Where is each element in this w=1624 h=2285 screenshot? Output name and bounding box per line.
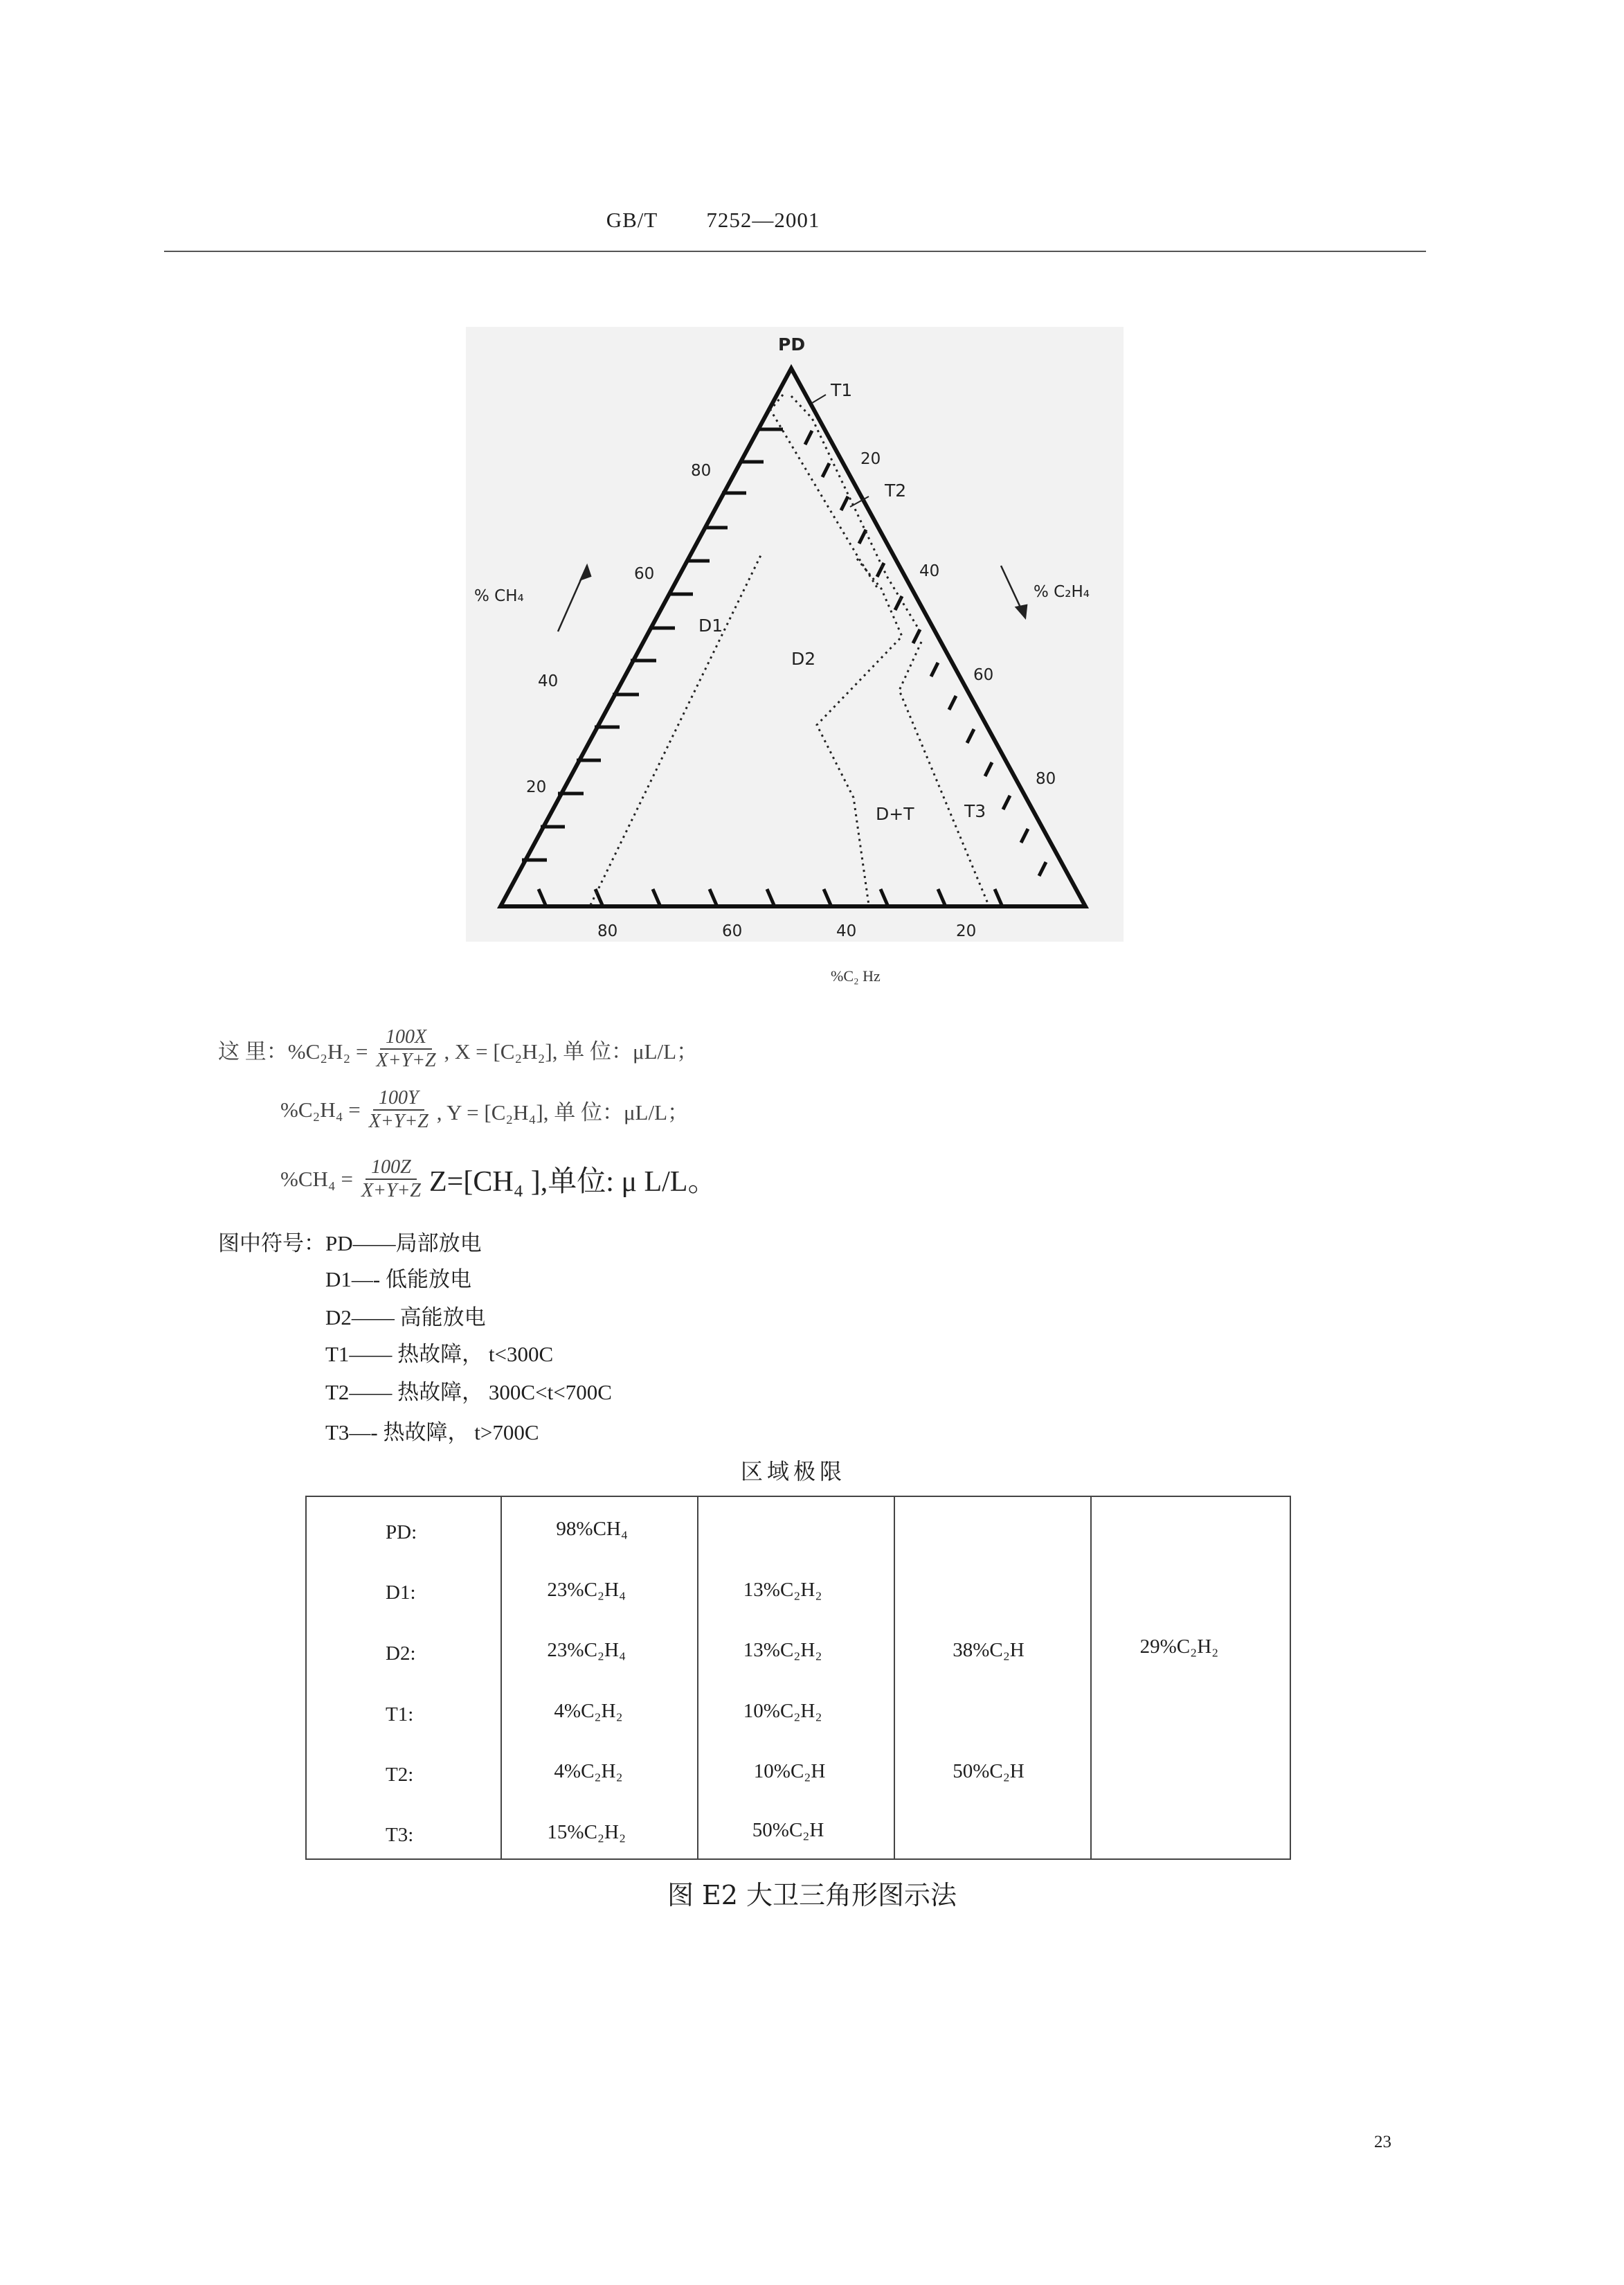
limit-column-2: [501, 1496, 697, 1859]
legend-title: 图中符号：PD——局部放电: [218, 1231, 482, 1255]
left-tick-label: 80: [691, 462, 712, 480]
right-tick-labels: [860, 450, 1056, 788]
formula-ch4: [280, 1156, 716, 1202]
formula-prefix: %C₂H₄ =: [280, 1097, 361, 1122]
limit-column-4: [894, 1496, 1090, 1859]
triangle-outline: [500, 368, 1085, 906]
boundary-d2-dt: [817, 559, 902, 905]
row-label-column: [306, 1496, 501, 1859]
legend-item: D1—- 低能放电: [325, 1267, 471, 1291]
limit-column-3: [698, 1496, 894, 1859]
formula-suffix: Z=[CH₄ ],单位: μ L/L。: [428, 1166, 717, 1198]
limit-value: 10%C₂H₂: [743, 1700, 822, 1722]
zone-label-dt: D+T: [876, 804, 914, 824]
formula-c2h4: [280, 1087, 689, 1133]
left-tick-labels: [526, 462, 711, 796]
fraction: [372, 1026, 440, 1072]
limit-value: 29%C₂H₂: [1139, 1636, 1219, 1658]
limit-value: 23%C₂H₄: [547, 1639, 626, 1661]
limit-value: 23%C₂H₄: [547, 1579, 626, 1601]
axis-arrows: [558, 566, 1027, 631]
row-label: T2:: [386, 1764, 414, 1786]
figure-caption: 图 E2 大卫三角形图示法: [667, 1880, 957, 1910]
bottom-tick-label: 80: [597, 922, 618, 940]
limit-value: 10%C₂H: [753, 1760, 826, 1782]
legend-item: T3—- 热故障， t>700C: [325, 1420, 539, 1444]
limit-value: 4%C₂H₂: [554, 1760, 623, 1782]
row-label: D1:: [386, 1581, 416, 1604]
limit-column-5: [1091, 1496, 1290, 1859]
numerator: 100Y: [373, 1087, 424, 1111]
bottom-ticks: [539, 889, 1002, 905]
limit-value: 13%C₂H₂: [743, 1579, 822, 1601]
limit-value: 13%C₂H₂: [743, 1639, 822, 1661]
zone-label-t3: T3: [964, 801, 986, 821]
header-rule: [164, 251, 1426, 252]
limit-value: 50%C₂H: [953, 1760, 1025, 1782]
apex-label: PD: [778, 334, 806, 355]
legend-item: T2—— 热故障， 300C<t<700C: [325, 1380, 612, 1404]
formula-c2h2: [218, 1026, 698, 1072]
limit-value: 4%C₂H₂: [554, 1700, 623, 1722]
limit-value: 50%C₂H: [752, 1819, 824, 1841]
denominator: X+Y+Z: [361, 1180, 421, 1201]
table-title: 区域极限: [741, 1458, 847, 1485]
row-label: D2:: [386, 1642, 416, 1665]
limit-value: 98%CH₄: [556, 1518, 628, 1540]
page-number: 23: [1374, 2133, 1391, 2151]
row-label: T1:: [386, 1703, 414, 1726]
header-standard-number: 7252—2001: [706, 208, 820, 232]
legend-item: T1—— 热故障， t<300C: [325, 1342, 554, 1366]
duval-triangle-figure: [466, 327, 1124, 942]
right-tick-label: 80: [1036, 770, 1056, 788]
right-axis-name: % C₂H₄: [1034, 583, 1090, 601]
left-tick-label: 20: [526, 778, 547, 796]
zone-label-d2: D2: [791, 649, 816, 669]
numerator: 100X: [380, 1026, 432, 1050]
boundary-d1-d2: [590, 555, 761, 905]
bottom-tick-label: 20: [956, 922, 977, 940]
page-header: [0, 208, 1426, 233]
duval-triangle-svg: [466, 327, 1124, 942]
zone-boundaries: [590, 395, 989, 905]
limit-value: 38%C₂H: [953, 1639, 1025, 1661]
right-side-ticks: [805, 431, 1046, 876]
right-tick-label: 60: [973, 666, 994, 684]
row-label: T3:: [386, 1824, 414, 1846]
zone-label-t2: T2: [885, 481, 907, 501]
fraction: [365, 1087, 433, 1133]
numerator: 100Z: [366, 1156, 417, 1180]
header-standard-code: GB/T: [606, 208, 658, 232]
formula-suffix: , X = [C₂H₂], 单 位：μL/L；: [444, 1039, 698, 1064]
bottom-axis-caption: %C₂ Hz: [831, 967, 881, 985]
formula-prefix: 这 里：%C₂H₂ =: [218, 1039, 368, 1064]
legend-item: D2—— 高能放电: [325, 1305, 486, 1329]
formula-prefix: %CH₄ =: [280, 1167, 353, 1191]
right-tick-label: 40: [919, 562, 940, 580]
denominator: X+Y+Z: [376, 1050, 436, 1071]
boundary-pd-d1: [770, 395, 878, 589]
zone-limits-table: [305, 1496, 1291, 1860]
fraction: [357, 1156, 425, 1202]
formula-suffix: , Y = [C₂H₄], 单 位：μL/L；: [436, 1100, 689, 1124]
right-tick-label: 20: [860, 450, 881, 468]
left-tick-label: 40: [538, 672, 559, 690]
left-tick-label: 60: [634, 565, 655, 583]
zone-label-d1: D1: [698, 616, 723, 636]
left-axis-name: % CH₄: [474, 587, 524, 605]
denominator: X+Y+Z: [368, 1111, 428, 1132]
row-label: PD:: [386, 1521, 417, 1543]
zone-label-t1: T1: [831, 380, 853, 400]
bottom-tick-labels: [597, 922, 976, 940]
limit-value: 15%C₂H₂: [547, 1821, 626, 1843]
bottom-tick-label: 60: [722, 922, 743, 940]
bottom-tick-label: 40: [836, 922, 857, 940]
